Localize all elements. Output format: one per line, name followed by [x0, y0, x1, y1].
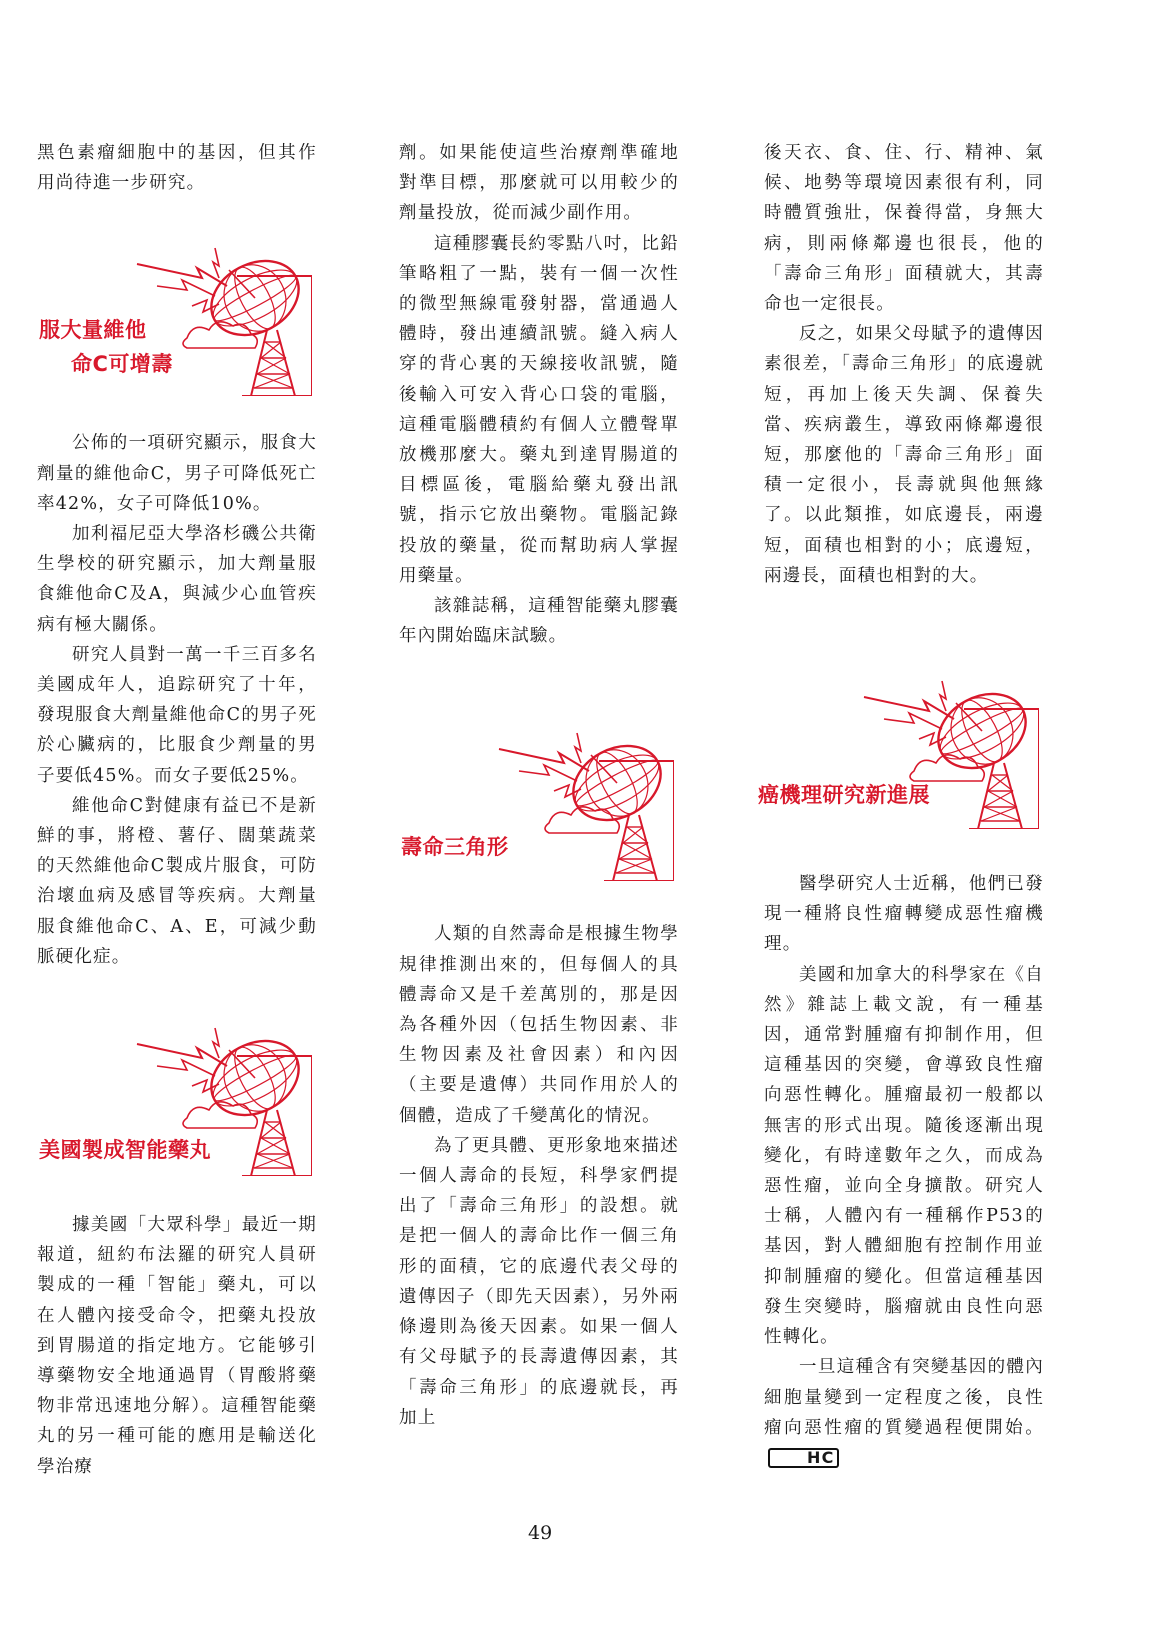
section-heading-cancer-mechanism	[758, 679, 1039, 829]
paragraph: 劑。如果能使這些治療劑準確地對準目標，那麼就可以用較少的劑量投放，從而減少副作用。	[399, 143, 679, 224]
section-heading-smart-pill	[37, 1026, 312, 1176]
paragraph: 該雜誌稱，這種智能藥丸膠囊年內開始臨床試驗。	[399, 596, 679, 647]
paragraph: 反之，如果父母賦予的遺傳因素很差，「壽命三角形」的底邊就短，再加上後天失調、保養失當、疾病叢生，導致兩條鄰邊很短，那麼他的「壽命三角形」面積一定很小，長壽就與他無緣了。以此類推，如底邊長，兩邊短，面積也相對的小；底邊短，兩邊長，面積也相對的大。	[764, 324, 1044, 586]
heading-line-1: 服大量維他	[39, 318, 147, 343]
paragraph: 醫學研究人士近稱，他們已發現一種將良性瘤轉變成惡性瘤機理。	[764, 874, 1044, 955]
heading-text: 壽命三角形	[401, 835, 509, 860]
end-mark: HC	[768, 1448, 839, 1468]
paragraph: 黑色素瘤細胞中的基因，但其作用尚待進一步研究。	[37, 143, 317, 194]
paragraph: 研究人員對一萬一千三百多名美國成年人，追踪研究了十年，發現服食大劑量維他命C的男子死於心臟病的，比服食少劑量的男子要低45%。而女子要低25%。	[37, 644, 317, 786]
column-1	[37, 138, 317, 1482]
paragraph-text: 一旦這種含有突變基因的體內細胞量變到一定程度之後，良性瘤向惡性瘤的質變過程便開始。	[764, 1357, 1044, 1438]
paragraph: 維他命C對健康有益已不是新鮮的事，將橙、薯仔、闊葉蔬菜的天然維他命C製成片服食，可防治壞血病及感冒等疾病。大劑量服食維他命C、A、E，可減少動脈硬化症。	[37, 795, 317, 967]
heading-text: 美國製成智能藥丸	[39, 1138, 211, 1163]
paragraph: 後天衣、食、住、行、精神、氣候、地勢等環境因素很有利，同時體質強壯，保養得當，身無大病，則兩條鄰邊也很長，他的「壽命三角形」面積就大，其壽命也一定很長。	[764, 143, 1044, 315]
paragraph: 公佈的一項研究顯示，服食大劑量的維他命C，男子可降低死亡率42%，女子可降低10%。	[37, 433, 317, 514]
heading-text: 癌機理研究新進展	[758, 783, 930, 808]
page-number: 49	[528, 1522, 553, 1544]
section-heading-vitamin-c	[37, 246, 312, 396]
paragraph: 人類的自然壽命是根據生物學規律推測出來的，但每個人的具體壽命又是千差萬別的，那是因為各種外因（包括生物因素、非生物因素及社會因素）和內因（主要是遺傳）共同作用於人的個體，造成了千變萬化的情況。	[399, 924, 679, 1126]
paragraph: 這種膠囊長約零點八吋，比鉛筆略粗了一點，裝有一個一次性的微型無線電發射器，當通過人體時，發出連續訊號。縫入病人穿的背心裏的天線接收訊號，隨後輸入可安入背心口袋的電腦，這種電腦體積約有個人立體聲單放機那麼大。藥丸到達胃腸道的目標區後，電腦給藥丸發出訊號，指示它放出藥物。電腦記錄投放的藥量，從而幫助病人掌握用藥量。	[399, 233, 679, 586]
paragraph: 加利福尼亞大學洛杉磯公共衛生學校的研究顯示，加大劑量服食維他命C及A，與減少心血管疾病有極大關係。	[37, 524, 317, 635]
paragraph	[764, 1352, 1044, 1473]
column-2	[399, 138, 679, 1433]
paragraph: 為了更具體、更形象地來描述一個人壽命的長短，科學家們提出了「壽命三角形」的設想。就是把一個人的壽命比作一個三角形的面積，它的底邊代表父母的遺傳因子（即先天因素），另外兩條邊則為後天因素。如果一個人有父母賦予的長壽遺傳因素，其「壽命三角形」的底邊就長，再加上	[399, 1135, 679, 1428]
paragraph: 據美國「大眾科學」最近一期報道，紐約布法羅的研究人員研製成的一種「智能」藥丸，可以在人體內接受命令，把藥丸投放到胃腸道的指定地方。它能够引導藥物安全地通過胃（胃酸將藥物非常迅速地分解）。這種智能藥丸的另一種可能的應用是輸送化學治療	[37, 1215, 317, 1477]
heading-line-2: 命C可增壽	[71, 352, 173, 377]
column-3	[758, 138, 1044, 1473]
section-heading-lifespan-triangle	[399, 731, 674, 881]
paragraph: 美國和加拿大的科學家在《自然》雜誌上載文說，有一種基因，通常對腫瘤有抑制作用，但這種基因的突變，會導致良性瘤向惡性轉化。腫瘤最初一般都以無害的形式出現。隨後逐漸出現變化，有時達數年之久，而成為惡性瘤，並向全身擴散。研究人士稱，人體內有一種稱作P53的基因，對人體細胞有控制作用並抑制腫瘤的變化。但當這種基因發生突變時，腦瘤就由良性向惡性轉化。	[764, 964, 1044, 1348]
